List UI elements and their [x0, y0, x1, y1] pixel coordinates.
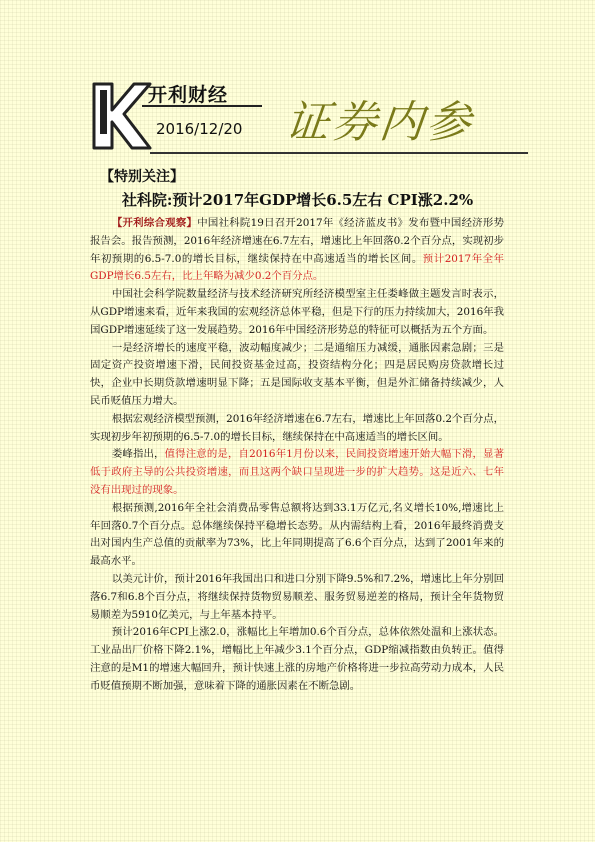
highlight-text: 值得注意的是，自2016年1月份以来，民间投资增速开始大幅下滑，显著低于政府主导的公共投资增速，而且这两个缺口呈现进一步的扩大趋势。这是近六、七年没有出现过的现象。 [90, 448, 504, 496]
brand-name: 开利财经 [148, 84, 229, 106]
article-title: 社科院:预计2017年GDP增长6.5左右 CPI涨2.2% [121, 191, 474, 209]
paragraph-text: 中国社科院19日召开2017年《经济蓝皮书》发布暨中国经济形势报告会。报告预测，2016年经济增速在6.7左右，增速比上年回落0.2个百分点，实现初步年初预期的6.5-7.0的增长目标，继续保持在中高速适当的增长区间。 [90, 217, 504, 265]
section-tag: 【特别关注】 [100, 169, 184, 185]
lead-label: 【开利综合观察】 [111, 217, 198, 229]
article-body [90, 215, 504, 696]
paragraph [90, 446, 504, 499]
header-divider [150, 152, 528, 154]
paragraph: 预计2016年CPI上涨2.0，涨幅比上年增加0.6个百分点，总体依然处温和上涨状态。工业品出厂价格下降2.1%，增幅比上年减少3.1个百分点，GDP缩减指数由负转正。值得注意的是M1的增速大幅回升，预计快速上涨的房地产价格将进一步拉高劳动力成本，人民币贬值预期不断加强，意味着下降的通胀因素在不断急剧。 [90, 626, 504, 692]
paragraph: 根据预测,2016年全社会消费品零售总额将达到33.1万亿元,名义增长10%,增速比上年回落0.7个百分点。总体继续保持平稳增长态势。从内需结构上看，2016年最终消费支出对国内生产总值的贡献率为73%，比上年同期提高了6.6个百分点，达到了2001年来的最高水平。 [90, 501, 504, 568]
paragraph [90, 215, 504, 286]
highlight-text: 预计2017年全年GDP增长6.5左右，比上年略为减少0.2个百分点。 [90, 252, 504, 283]
paragraph-text: 娄峰指出， [111, 448, 165, 461]
paragraph: 根据宏观经济模型预测，2016年经济增速在6.7左右，增速比上年回落0.2个百分点，实现初步年初预期的6.5-7.0的增长目标，继续保持在中高速适当的增长区间。 [90, 412, 504, 443]
paragraph: 以美元计价，预计2016年我国出口和进口分别下降9.5%和7.2%，增速比上年分别回落6.7和6.8个百分点，将继续保持货物贸易顺差、服务贸易逆差的格局，预计全年货物贸易顺差为5910亿美元，与上年基本持平。 [90, 572, 504, 621]
paragraph: 一是经济增长的速度平稳，波动幅度减少；二是通缩压力减缓，通胀因素急剧；三是固定资产投资增速下滑，民间投资基金过高，投资结构分化；四是居民购房贷款增长过快，企业中长期贷款增速明显下降；五是国际收支基本平衡，但是外汇储备持续减少，人民币贬值压力增大。 [90, 341, 504, 407]
page-header [90, 72, 530, 162]
publication-title: 证券内参 [282, 97, 477, 148]
brand-divider [142, 105, 262, 107]
issue-date: 2016/12/20 [156, 120, 243, 138]
k-logo-icon [90, 80, 152, 152]
paragraph: 中国社会科学院数量经济与技术经济研究所经济模型室主任娄峰做主题发言时表示，从GDP增速来看，近年来我国的宏观经济总体平稳，但是下行的压力持续加大，2016年我国GDP增速延续了这一发展趋势。2016年中国经济形势总的特征可以概括为五个方面。 [90, 288, 504, 336]
